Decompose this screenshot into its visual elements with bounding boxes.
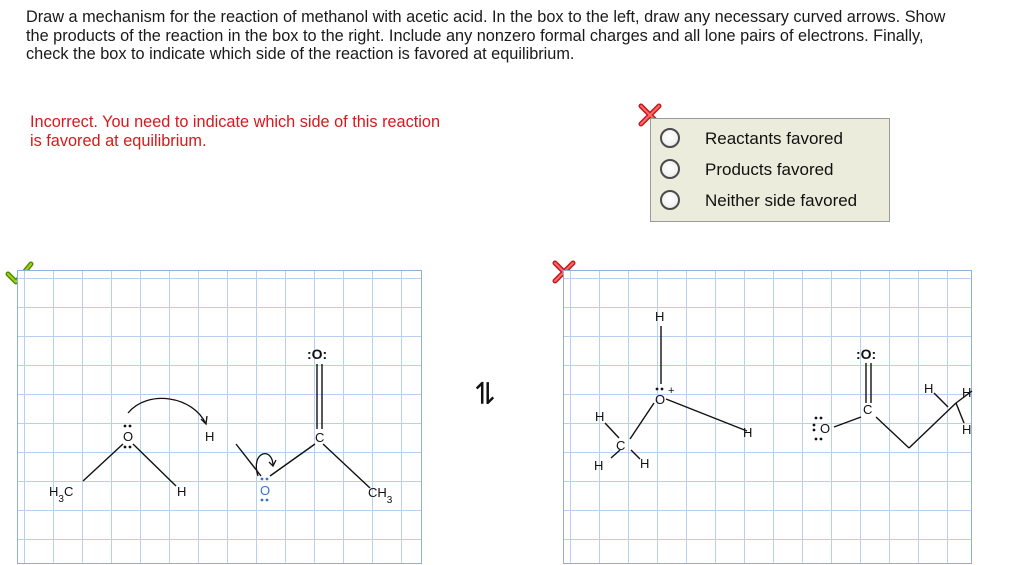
feedback-message: Incorrect. You need to indicate which side of this reaction is favored at equilibrium.: [30, 113, 440, 150]
option-products-favored[interactable]: [651, 154, 891, 184]
atom-methanol-oxygen: O: [123, 429, 134, 444]
mechanism-structure: [18, 271, 423, 565]
lone-pair-oxonium-oxygen: [656, 388, 664, 391]
atom-h-right-c: H: [962, 422, 972, 437]
products-drawing-canvas[interactable]: [563, 270, 972, 564]
atom-carbonyl-oxygen: :O:: [307, 346, 328, 362]
radio-reactants-favored[interactable]: [660, 128, 680, 148]
option-label: Products favored: [705, 160, 834, 179]
atom-carbonyl-carbon: C: [315, 430, 325, 445]
atom-h-left-upper: H: [595, 409, 605, 424]
atom-carbonyl-carbon: C: [863, 402, 873, 417]
atom-methyl-carbon: C: [616, 438, 626, 453]
option-label: Reactants favored: [705, 129, 843, 148]
atom-methyl: $H_3C$: [49, 484, 74, 505]
radio-products-favored[interactable]: [660, 159, 680, 179]
atom-carbonyl-oxygen: :O:: [856, 346, 877, 362]
option-neither-favored[interactable]: [651, 185, 891, 215]
atom-oxonium-oxygen: O: [655, 392, 666, 407]
equilibrium-options-panel: [650, 118, 890, 222]
atom-anion-oxygen: O: [820, 421, 831, 436]
atom-h-right-b: H: [962, 385, 972, 400]
option-reactants-favored[interactable]: [651, 123, 891, 153]
atom-methanol-h: H: [177, 484, 187, 499]
products-structure: [564, 271, 973, 565]
atom-h-right: H: [743, 425, 753, 440]
atom-acetyl-methyl: $CH_3$: [368, 485, 393, 506]
atom-water-oxygen: O: [260, 483, 271, 498]
atom-water-h: H: [205, 429, 215, 444]
atom-h-left-lower: H: [594, 458, 604, 473]
question-text: Draw a mechanism for the reaction of methanol with acetic acid. In the box to the left, draw any necessary curved arrows. Show the products of the reaction in the box to the right. Include any nonzero formal charges and all lone pairs of electrons. Finally, check the box to indicate which side of the reaction is favored at equilibrium.: [26, 8, 946, 63]
formal-charge-plus: +: [668, 385, 675, 397]
atom-h-right-a: H: [924, 381, 934, 396]
atom-h-top: H: [655, 309, 665, 324]
option-label: Neither side favored: [705, 191, 858, 210]
mechanism-drawing-canvas[interactable]: [17, 270, 422, 564]
equilibrium-arrow-icon: ⇌: [467, 380, 503, 406]
atom-h-lower-right: H: [640, 456, 650, 471]
radio-neither-favored[interactable]: [660, 190, 680, 210]
